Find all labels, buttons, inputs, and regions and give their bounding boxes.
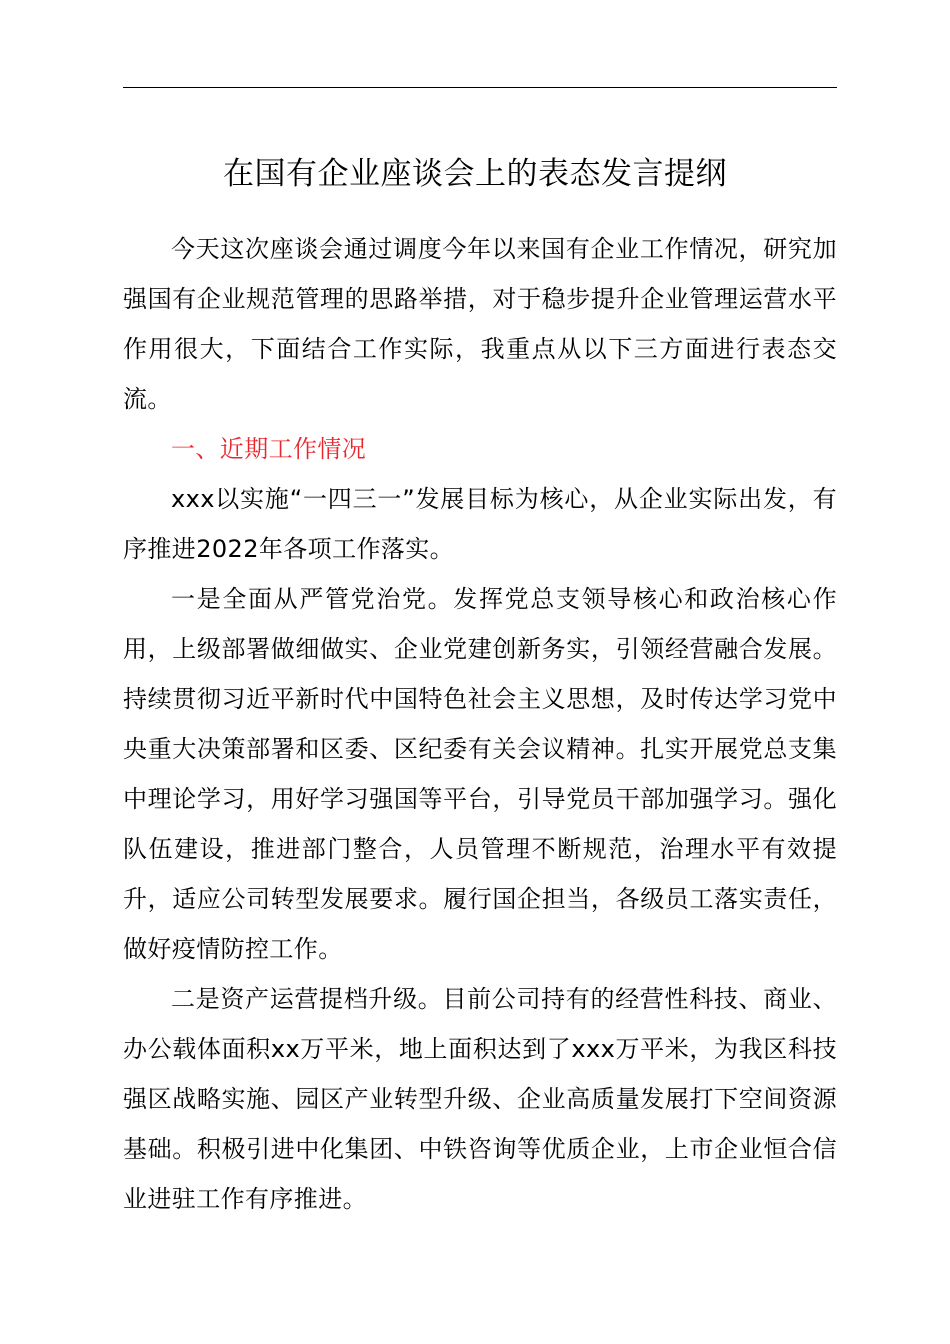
document-body: [123, 224, 837, 1224]
body-paragraph: xxx以实施“一四三一”发展目标为核心，从企业实际出发，有序推进2022年各项工作落实。: [123, 485, 837, 563]
header-rule: [123, 87, 837, 88]
page-title: 在国有企业座谈会上的表态发言提纲: [223, 156, 727, 192]
section-heading: 一、近期工作情况: [171, 435, 367, 463]
body-paragraph: 二是资产运营提档升级。目前公司持有的经营性科技、商业、办公载体面积xx万平米，地上面积达到了xxx万平米，为我区科技强区战略实施、园区产业转型升级、企业高质量发展打下空间资源基础。积极引进中化集团、中铁咨询等优质企业，上市企业恒合信业进驻工作有序推进。: [123, 985, 837, 1213]
body-paragraph: 一是全面从严管党治党。发挥党总支领导核心和政治核心作用，上级部署做细做实、企业党建创新务实，引领经营融合发展。持续贯彻习近平新时代中国特色社会主义思想，及时传达学习党中央重大决策部署和区委、区纪委有关会议精神。扎实开展党总支集中理论学习，用好学习强国等平台，引导党员干部加强学习。强化队伍建设，推进部门整合，人员管理不断规范，治理水平有效提升，适应公司转型发展要求。履行国企担当，各级员工落实责任，做好疫情防控工作。: [123, 585, 837, 963]
intro-paragraph: 今天这次座谈会通过调度今年以来国有企业工作情况，研究加强国有企业规范管理的思路举措，对于稳步提升企业管理运营水平作用很大，下面结合工作实际，我重点从以下三方面进行表态交流。: [123, 235, 837, 413]
